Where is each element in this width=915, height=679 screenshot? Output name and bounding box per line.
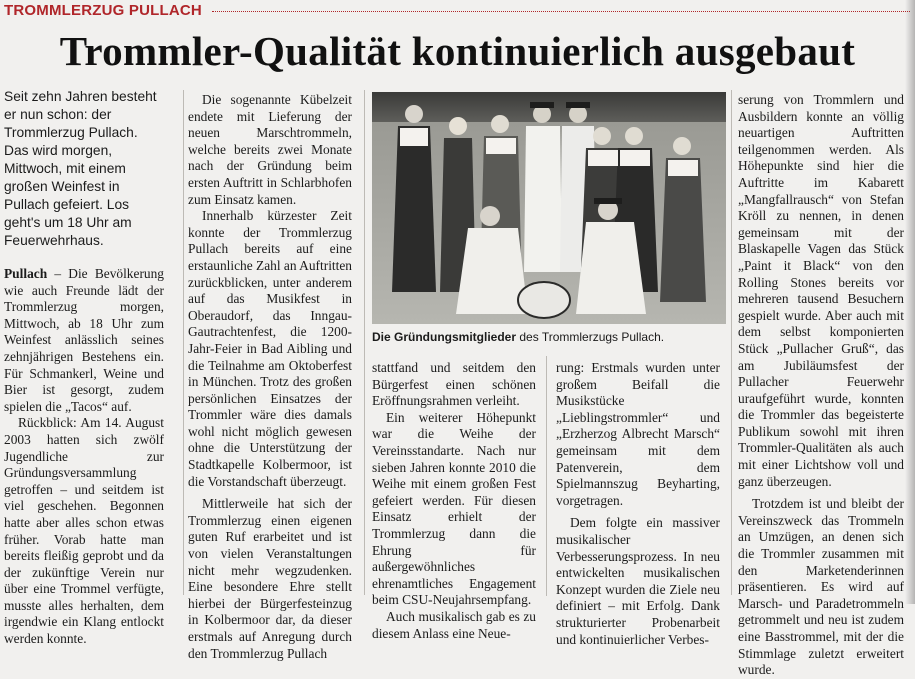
column-divider-2: [364, 90, 365, 595]
column-1-body: [4, 266, 164, 648]
column-divider-3: [546, 356, 547, 596]
column-2-paragraph-2: Innerhalb kürzester Zeit konnte der Trommlerzug Pullach bereits auf eine erstaunliche Zahl an Auftritten zurückblicken, unter anderem auf das Musikfest in Oberaudorf, das Inngau-Gautrachtenfest, die 1200-Jahr-Feier in Bad Aibling und die Teilnahme am Oktoberfest in München. Trotz des großen persönlichen Einsatzes der Trommler wäre dies damals wohl nicht möglich gewesen ohne die Unterstützung der Stadtkapelle Kolbermoor, ist die Vorstandschaft überzeugt.: [188, 208, 352, 489]
lead-paragraph: Seit zehn Jahren besteht er nun schon: der Trommlerzug Pullach. Das wird morgen, Mittwoch, mit einem großen Weinfest in Pullach gefeiert. Los geht's um 18 Uhr am Feuerwehrhaus.: [4, 89, 157, 248]
column-3-body: [372, 360, 536, 642]
column-2-paragraph-1: Die sogenannte Kübelzeit endete mit Lieferung der neuen Marschtrommeln, welche bereits zwei Monate nach der Gründung beim ersten Auftritt in Schlarbhofen zum Einsatz kamen.: [188, 92, 352, 207]
column-3-paragraph-3: Auch musikalisch gab es zu diesem Anlass eine Neue-: [372, 608, 536, 641]
dateline: Pullach: [4, 266, 48, 281]
caption-bold: Die Gründungsmitglieder: [372, 330, 517, 344]
column-3-paragraph-2: Ein weiterer Höhepunkt war die Weihe der Vereinsstandarte. Nach nur sieben Jahren konnte 2010 die Weihe mit einem großen Fest gefeiert werden. Für diesen Einsatz erhielt der Trommlerzug dann die Ehrung für außergewöhnliches ehrenamtliches Engagement beim CSU-Neujahrsempfang.: [372, 409, 536, 608]
section-rubric: TROMMLERZUG PULLACH: [4, 2, 202, 19]
column-divider-4: [731, 90, 732, 595]
column-5-body: [738, 92, 904, 679]
column-1-paragraph-1: [4, 266, 164, 415]
group-photo-illustration: [372, 92, 726, 324]
column-4-paragraph-1: rung: Erstmals wurden unter großem Beifall die Musikstücke „Lieblingstrommler“ und „Erzherzog Albrecht Marsch“ gemeinsam mit dem Patenverein, dem Spielmannszug Beyharting, vorgetragen.: [556, 360, 720, 508]
page-edge-shadow: [905, 0, 915, 604]
column-3-paragraph-1: stattfand und seitdem den Bürgerfest einen schönen Eröffnungsrahmen verleiht.: [372, 360, 536, 409]
rubric-dotted-rule: [212, 11, 910, 12]
column-4-body: [556, 360, 720, 648]
column-2-body: [188, 92, 352, 662]
article-headline: Trommler-Qualität kontinuierlich ausgebaut: [59, 28, 856, 74]
group-photo: [372, 92, 726, 324]
caption-rest: des Trommlerzugs Pullach.: [516, 330, 665, 344]
column-5-paragraph-2: Trotzdem ist und bleibt der Vereinszweck das Trommeln an Umzügen, an denen sich die Trommler zusammen mit den Marketenderinnen präsentieren. Es wird auf Marsch- und Paradetrommeln getrommelt und neu ist zudem eine Basstrommel, mit der die Stimmlage zuletzt erweitert wurde.: [738, 496, 904, 678]
column-2-paragraph-3: Mittlerweile hat sich der Trommlerzug einen eigenen guten Ruf erarbeitet und ist von vielen Veranstaltungen nicht mehr wegzudenken. Eine besondere Ehre stellt hierbei der Bürgerfesteinzug in Kolbermoor dar, da dieser erstmals auf Anregung durch den Trommlerzug Pullach: [188, 496, 352, 661]
column-5-paragraph-1: serung von Trommlern und Ausbildern konnte an völlig neuartigen Auftritten teilgenommen werden. Als Höhepunkte sind hier die Auftritte im Kabarett „Mangfallrausch“ von Stefan Kröll zu nennen, in denen gemeinsam mit der Blaskapelle Vagen das Stück „Paint it Black“ von den Rolling Stones bereits vor mehreren tausend Besuchern gespielt wurde. Aber auch mit dem selbst komponierten Stück „Pullacher Gruß“, das am Jubiläumsfest der Pullacher Feuerwehr uraufgeführt wurde, konnten die Trommler das begeisterte Publikum sowohl mit ihren Trommler-Qualitäten als auch mit einer Lichtshow voll und ganz überzeugen.: [738, 92, 904, 489]
column-4-paragraph-2: Dem folgte ein massiver musikalischer Verbesserungsprozess. In neu entwickelten musikalischen Konzept wurden die Ziele neu definiert – mit Erfolg. Dank strukturierter Probenarbeit und kontinuierlicher Verbes-: [556, 515, 720, 647]
photo-caption: [372, 330, 726, 344]
column-divider-1: [183, 90, 184, 595]
column-1-text-1: – Die Bevölkerung wie auch Freunde lädt der Trommlerzug morgen, Mittwoch, ab 18 Uhr zum Weinfest anlässlich seines zehnjährigen Bestehens ein. Für Schmankerl, Weine und Bier ist gesorgt, zudem spielen die „Tacos“ auf.: [4, 266, 164, 414]
column-1-paragraph-2: Rückblick: Am 14. August 2003 hatten sich zwölf Jugendliche zur Gründungsversammlung getroffen – und seitdem ist viel geschehen. Begonnen hatte aber alles schon etwas früher. Vorab hatte man bereits fleißig geprobt und da der zukünftige Verein nur über eine Trommel verfügte, musste alles herhalten, dem irgendwie ein Klang entlockt werden konnte.: [4, 415, 164, 647]
